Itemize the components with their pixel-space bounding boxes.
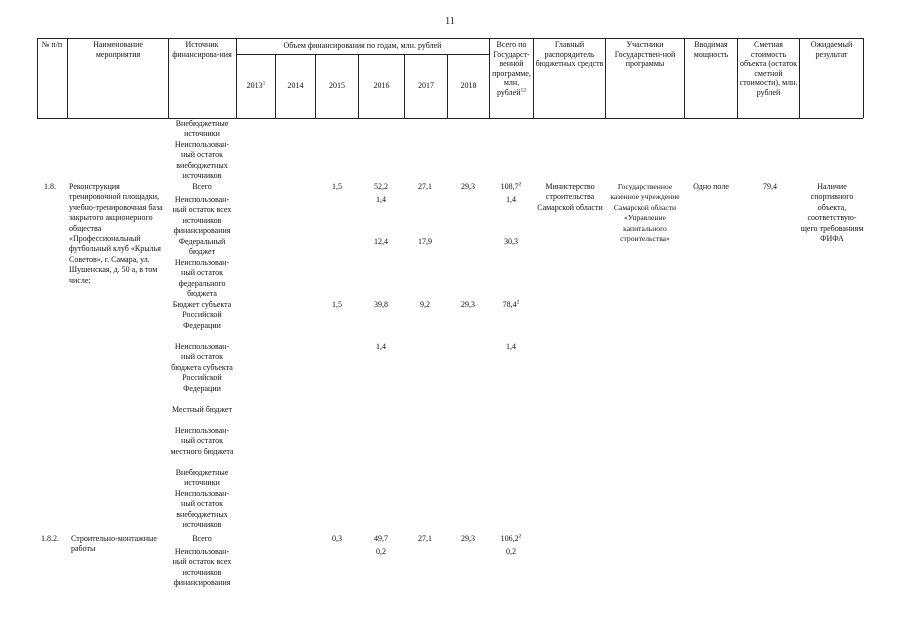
header-total: Всего по Государст-венной программе, млн. рублей$^{12}$	[492, 40, 531, 97]
header-name: Наименование мероприятия	[93, 40, 143, 59]
row-1-8-subject-2015: 1,5	[332, 300, 342, 309]
row-1-8-2-source-total-unused: Неиспользован-ный остаток всех источников финансирования	[172, 547, 232, 588]
row-1-8-total-2015: 1,5	[332, 182, 342, 191]
row-1-8-source-federal-unused: Неиспользован-ный остаток федерального бюджета	[174, 258, 230, 299]
row-1-8-total-2017: 27,1	[418, 182, 432, 191]
row-1-8-num: 1.8.	[44, 182, 56, 191]
row-1-8-2-total-sum: 106,2$^2$	[500, 533, 522, 543]
row-1-8-subject-2016: 39,8	[374, 300, 388, 309]
header-year-2016: 2016	[373, 81, 390, 90]
row-1-8-participants: Государственное казенное учреждение Самарской области «Управление капитального строительства»	[610, 182, 680, 244]
header-result: Ожидаемый результат	[810, 40, 853, 59]
row-1-8-2-source-total: Всего	[192, 534, 212, 543]
row-1-8-manager: Министерство строительства Самарской области	[537, 182, 603, 212]
row-1-8-2-total-unused-2016: 0,2	[376, 547, 386, 556]
carryover-extra-sources: Внебюджетные источники	[175, 119, 229, 139]
row-1-8-source-local-unused: Неиспользован-ный остаток местного бюджета	[170, 426, 234, 456]
row-1-8-federal-2017: 17,9	[418, 237, 432, 246]
row-1-8-2-total-2017: 27,1	[418, 534, 432, 543]
header-num: № п/п	[41, 40, 63, 49]
row-1-8-2-total-2016: 49,7	[374, 534, 388, 543]
row-1-8-total-unused-sum: 1,4	[506, 195, 516, 204]
row-1-8-2-total-2015: 0,3	[332, 534, 342, 543]
header-manager: Главный распорядитель бюджетных средств	[535, 40, 604, 68]
row-1-8-source-total-unused: Неиспользован-ный остаток всех источников финансирования	[172, 195, 232, 236]
row-1-8-source-subject-unused: Неиспользован-ный остаток бюджета субъекта Российской Федерации	[171, 342, 233, 393]
row-1-8-total-2018: 29,3	[461, 182, 475, 191]
row-1-8-cost: 79,4	[763, 182, 777, 191]
row-1-8-2-total-unused-sum: 0,2	[506, 547, 516, 556]
row-1-8-subject-unused-sum: 1,4	[506, 342, 516, 351]
row-1-8-total-sum: 108,7$^2$	[500, 181, 522, 191]
row-1-8-source-extra: Внебюджетные источники	[175, 468, 229, 488]
row-1-8-2-total-2018: 29,3	[461, 534, 475, 543]
row-1-8-total-unused-2016: 1,4	[376, 195, 386, 204]
row-1-8-subject-2017: 9,2	[420, 300, 430, 309]
header-year-2017: 2017	[418, 81, 434, 90]
row-1-8-source-subject: Бюджет субъекта Российской Федерации	[172, 300, 232, 330]
carryover-extra-unused: Неиспользован-ный остаток внебюджетных источников	[174, 140, 230, 181]
header-year-2018: 2018	[460, 81, 477, 90]
row-1-8-source-extra-unused: Неиспользован-ный остаток внебюджетных источников	[174, 489, 230, 530]
row-1-8-2-num: 1.8.2.	[41, 534, 59, 543]
header-capacity: Вводимая мощность	[693, 40, 729, 59]
header-source: Источник финансирова-ния	[172, 40, 232, 59]
page-number: 11	[445, 16, 455, 27]
row-1-8-name: Реконструкция тренировочной площадки, учебно-тренировочная база закрытого акционерного общества «Профессиональный футбольный клуб «Крылья Советов», г. Самара, ул. Шушенская, д. 50 а, в том числе:	[69, 182, 163, 285]
row-1-8-2-name: Строительно-монтажные работы	[71, 534, 157, 554]
row-1-8-source-local: Местный бюджет	[172, 405, 232, 414]
header-year-2014: 2014	[287, 81, 304, 90]
header-participants: Участники Государствен-ной программы	[614, 40, 676, 68]
header-year-2013: 2013$^1$	[246, 80, 266, 90]
row-1-8-result: Наличие спортивного объекта, соответствую-щего требованиям ФИФА	[800, 182, 864, 244]
header-cost: Сметная стоимость объекта (остаток сметной стоимости), млн. рублей	[739, 40, 798, 97]
header-year-2015: 2015	[329, 81, 345, 90]
row-1-8-source-total: Всего	[192, 182, 212, 191]
row-1-8-federal-sum: 30,3	[504, 237, 518, 246]
row-1-8-subject-2018: 29,3	[461, 300, 475, 309]
row-1-8-capacity: Одно поле	[693, 182, 729, 191]
row-1-8-subject-unused-2016: 1,4	[376, 342, 386, 351]
row-1-8-federal-2016: 12,4	[374, 237, 388, 246]
row-1-8-total-2016: 52,2	[374, 182, 388, 191]
header-volume: Объем финансирования по годам, млн. рублей	[283, 41, 442, 50]
row-1-8-source-federal: Федеральный бюджет	[178, 237, 226, 257]
row-1-8-subject-sum: 78,4$^2$	[502, 299, 520, 309]
